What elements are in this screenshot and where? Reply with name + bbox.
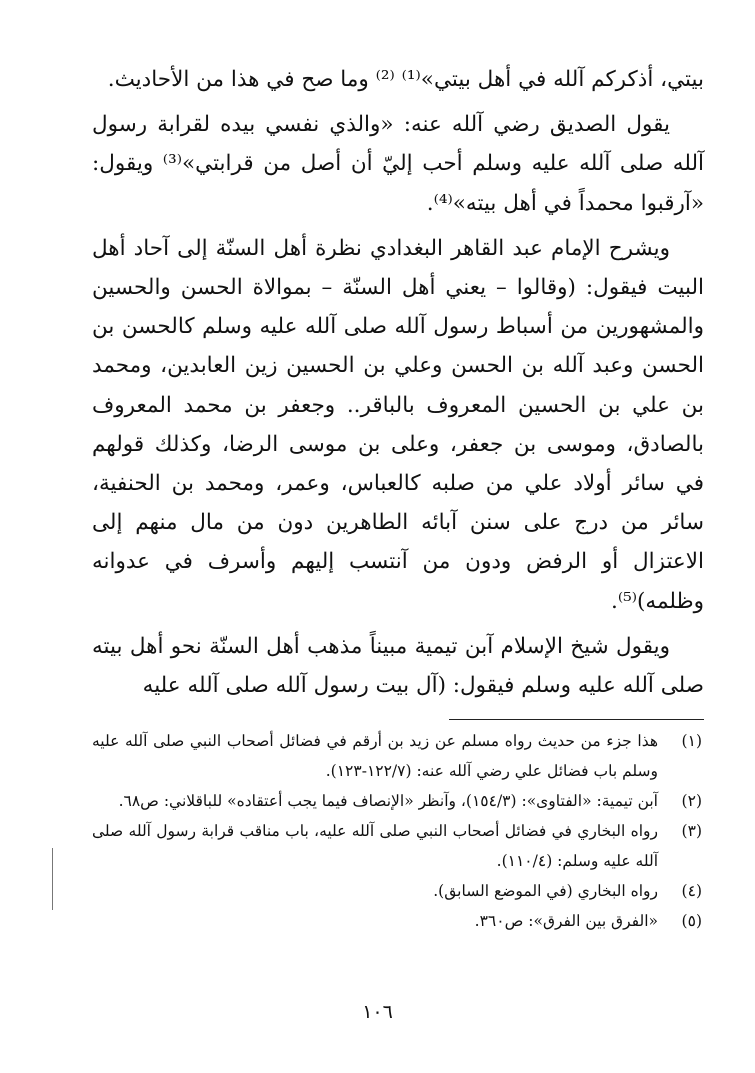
footnote-number: (٤) xyxy=(681,882,702,901)
footnote-number: (٣) xyxy=(681,822,702,841)
paragraph-siddiq-quote: يقول الصديق رضي آلله عنه: «والذي نفسي بيده لقرابة رسول آلله صلى آلله عليه وسلم أحب إليّ أن أصل من قرابتي»⁽³⁾ ويقول: «آرقبوا محمداً في أهل بيته»⁽⁴⁾. xyxy=(92,112,704,216)
margin-mark xyxy=(52,848,53,910)
footnote-5 xyxy=(92,906,704,936)
footnote-text: رواه البخاري (في الموضع السابق). xyxy=(433,882,658,901)
footnote-number: (٥) xyxy=(681,912,702,931)
footnote-text: رواه البخاري في فضائل أصحاب النبي صلى آلله عليه، باب مناقب قرابة رسول آلله صلى آلله عليه وسلم: (١١٠/٤). xyxy=(92,822,658,871)
footnote-text: هذا جزء من حديث رواه مسلم عن زيد بن أرقم في فضائل أصحاب النبي صلى آلله عليه وسلم باب فضائل علي رضي آلله عنه: (١٢٢/٧-١٢٣). xyxy=(92,732,658,781)
footnote-4 xyxy=(92,876,704,906)
footnotes xyxy=(92,726,704,936)
footnote-2 xyxy=(92,786,704,816)
footnote-text: آبن تيمية: «الفتاوى»: (١٥٤/٣)، وآنظر «الإنصاف فيما يجب أعتقاده» للباقلاني: ص٦٨. xyxy=(118,792,658,811)
paragraph-continuation: بيتي، أذكركم آلله في أهل بيتي»⁽¹⁾ ⁽²⁾ وما صح في هذا من الأحاديث. xyxy=(107,67,704,92)
paragraph-ibn-taymiyya: ويقول شيخ الإسلام آبن تيمية مبيناً مذهب أهل السنّة نحو أهل بيته صلى آلله عليه وسلم فيقول: (آل بيت رسول آلله صلى آلله عليه xyxy=(92,633,704,699)
body-text xyxy=(92,60,704,705)
paragraph-baghdadi-quote: ويشرح الإمام عبد القاهر البغدادي نظرة أهل السنّة إلى آحاد أهل البيت فيقول: (وقالوا – يعني أهل السنّة – بموالاة الحسن والحسين والمشهورين من أسباط رسول آلله صلى آلله عليه وسلم كالحسن بن الحسن وعبد آلله بن الحسن وعلي بن الحسين زين العابدين، ومحمد بن علي بن الحسين المعروف بالباقر.. وجعفر بن محمد المعروف بالصادق، وموسى بن جعفر، وعلى بن موسى الرضا، وكذلك قولهم في سائر أولاد علي من صلبه كالعباس، وعمر، ومحمد بن الحنفية، سائر من درج على سنن آبائه الطاهرين دون من مال منهم إلى الاعتزال أو الرفض ودون من آنتسب إليهم وأسرف في عدوانه وظلمه)⁽⁵⁾. xyxy=(92,235,704,614)
footnote-text: «الفرق بين الفرق»: ص٣٦٠. xyxy=(474,912,658,931)
footnote-1 xyxy=(92,726,704,786)
page-number: ١٠٦ xyxy=(362,1001,393,1023)
footnote-divider xyxy=(449,719,704,720)
footnote-3 xyxy=(92,816,704,876)
footnote-number: (٢) xyxy=(681,792,702,811)
document-page xyxy=(92,60,704,936)
footnote-number: (١) xyxy=(681,732,702,751)
